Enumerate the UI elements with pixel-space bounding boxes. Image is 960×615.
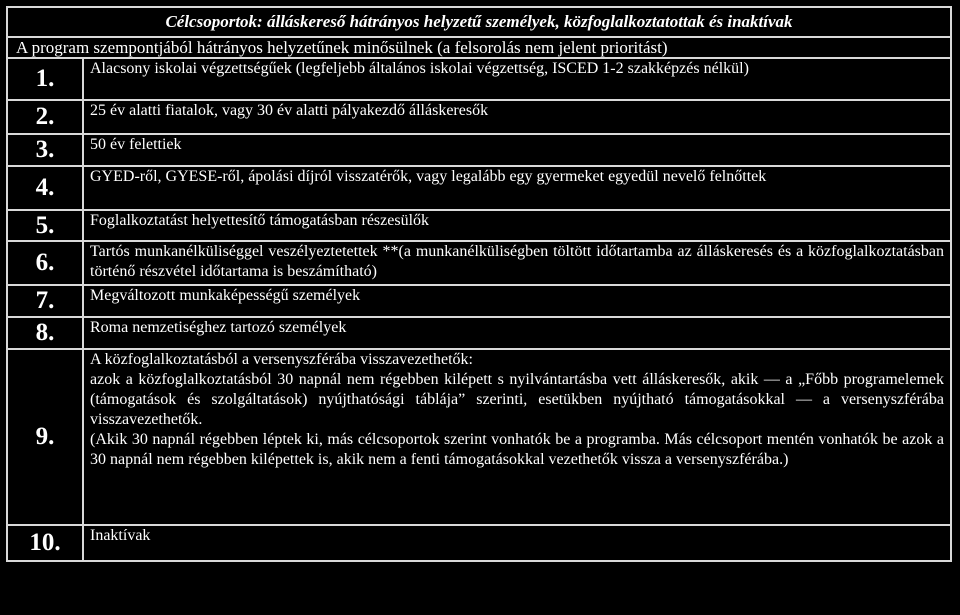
intro-row xyxy=(7,37,951,58)
row-description xyxy=(83,525,951,561)
description-line: Tartós munkanélküliséggel veszélyeztetettek **(a munkanélküliségben töltött időtartamba az álláskeresés és a közfoglalkoztatásban történő részvétel időtartama is beszámítható) xyxy=(90,243,944,280)
description-line: Foglalkoztatást helyettesítő támogatásban részesülők xyxy=(90,212,430,229)
row-number: 5. xyxy=(7,210,83,241)
table-row xyxy=(7,210,951,241)
description-line: 25 év alatti fiatalok, vagy 30 év alatti pályakezdő álláskeresők xyxy=(90,102,489,119)
table-row xyxy=(7,285,951,317)
row-number: 6. xyxy=(7,241,83,285)
row-number: 8. xyxy=(7,317,83,349)
table-row xyxy=(7,100,951,134)
description-line: Inaktívak xyxy=(90,527,151,544)
row-number: 7. xyxy=(7,285,83,317)
table-row xyxy=(7,58,951,100)
title-row xyxy=(7,7,951,37)
row-description xyxy=(83,241,951,285)
description-line: (Akik 30 napnál régebben léptek ki, más célcsoportok szerint vonhatók be a programba. Más célcsoport mentén vonhatók be azok a 30 napnál nem régebben kilépettek is, akik nem a fenti támogatásokkal vezethetők vissza a versenyszférába.) xyxy=(90,431,944,468)
row-description xyxy=(83,58,951,100)
row-number: 3. xyxy=(7,134,83,166)
row-description xyxy=(83,134,951,166)
intro-text: A program szempontjából hátrányos helyzetűnek minősülnek (a felsorolás nem jelent prioritást) xyxy=(7,37,951,58)
document-page xyxy=(6,6,952,562)
row-description xyxy=(83,166,951,210)
row-number: 9. xyxy=(7,349,83,525)
row-description xyxy=(83,100,951,134)
target-groups-table xyxy=(6,6,952,562)
row-description xyxy=(83,285,951,317)
table-row xyxy=(7,166,951,210)
table-title: Célcsoportok: álláskereső hátrányos helyzetű személyek, közfoglalkoztatottak és inaktívak xyxy=(7,7,951,37)
description-line: GYED-ről, GYESE-ről, ápolási díjról visszatérők, vagy legalább egy gyermeket egyedül nevelő felnőttek xyxy=(90,168,767,185)
description-line: azok a közfoglalkoztatásból 30 napnál nem régebben kilépett s nyilvántartásba vett álláskeresők, akik — a „Főbb programelemek (támogatások és szolgáltatások) nyújthatósági táblája” szerinti, esetükben nyújtható támogatásokkal — a versenyszférába visszavezethetők. xyxy=(90,371,944,428)
row-description xyxy=(83,349,951,525)
description-line: A közfoglalkoztatásból a versenyszférába visszavezethetők: xyxy=(90,351,473,368)
table-row xyxy=(7,525,951,561)
table-row xyxy=(7,349,951,525)
table-row xyxy=(7,134,951,166)
description-line: 50 év felettiek xyxy=(90,136,182,153)
row-number: 2. xyxy=(7,100,83,134)
row-description xyxy=(83,210,951,241)
row-number: 1. xyxy=(7,58,83,100)
description-line: Roma nemzetiséghez tartozó személyek xyxy=(90,319,347,336)
row-number: 4. xyxy=(7,166,83,210)
table-row xyxy=(7,241,951,285)
description-line: Alacsony iskolai végzettségűek (legfeljebb általános iskolai végzettség, ISCED 1-2 szakképzés nélkül) xyxy=(90,60,749,77)
table-row xyxy=(7,317,951,349)
row-description xyxy=(83,317,951,349)
row-number: 10. xyxy=(7,525,83,561)
description-line: Megváltozott munkaképességű személyek xyxy=(90,287,361,304)
